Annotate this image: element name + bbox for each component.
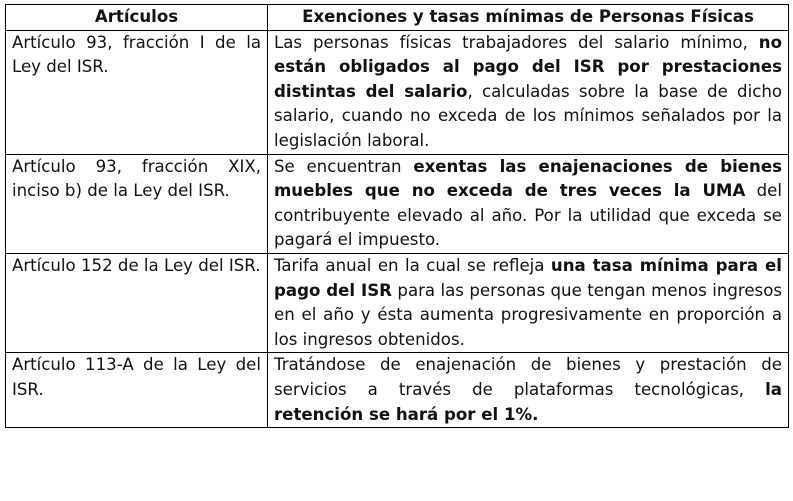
description-cell [268, 30, 789, 154]
description-text: , calculadas sobre la base de dicho salario, cuando no exceda de los mínimos señalados por la legislación laboral. [274, 81, 782, 150]
description-bold-text: exentas las enajenaciones de bienes muebles que no exceda de tres veces la UMA [274, 156, 783, 201]
header-exemptions: Exenciones y tasas mínimas de Personas Físicas [268, 5, 789, 31]
table-row [6, 154, 789, 253]
article-cell [6, 353, 268, 428]
description-bold-text: una tasa mínima para el pago del ISR [274, 255, 782, 300]
article-cell [6, 154, 268, 253]
description-text: del contribuyente elevado al año. Por la utilidad que exceda se pagará el impuesto. [274, 181, 782, 250]
article-text: Artículo 113-A de la Ley del ISR. [12, 355, 261, 399]
description-text: para las personas que tengan menos ingresos en el año y ésta aumenta progresivamente en proporción a los ingresos obtenidos. [274, 280, 782, 349]
table-row [6, 30, 789, 154]
article-text: Artículo 152 de la Ley del ISR. [12, 255, 261, 275]
exemptions-table [5, 4, 789, 428]
description-text: Las personas físicas trabajadores del salario mínimo, [274, 32, 759, 52]
description-bold-text: la retención se hará por el 1%. [274, 379, 782, 424]
table-header-row [6, 5, 789, 31]
description-text: Tarifa anual en la cual se refleja [274, 255, 551, 275]
header-articles: Artículos [6, 5, 268, 31]
description-cell [268, 253, 789, 352]
table-row [6, 353, 789, 428]
description-text: Tratándose de enajenación de bienes y prestación de servicios a través de plataformas tecnológicas, [274, 355, 782, 399]
description-cell [268, 353, 789, 428]
article-cell [6, 253, 268, 352]
table-row [6, 253, 789, 352]
description-cell [268, 154, 789, 253]
description-bold-text: no están obligados al pago del ISR por prestaciones distintas del salario [274, 32, 782, 101]
article-cell [6, 30, 268, 154]
description-text: Se encuentran [274, 156, 414, 176]
article-text: Artículo 93, fracción I de la Ley del ISR. [12, 32, 261, 77]
article-text: Artículo 93, fracción XIX, inciso b) de la Ley del ISR. [12, 156, 261, 201]
